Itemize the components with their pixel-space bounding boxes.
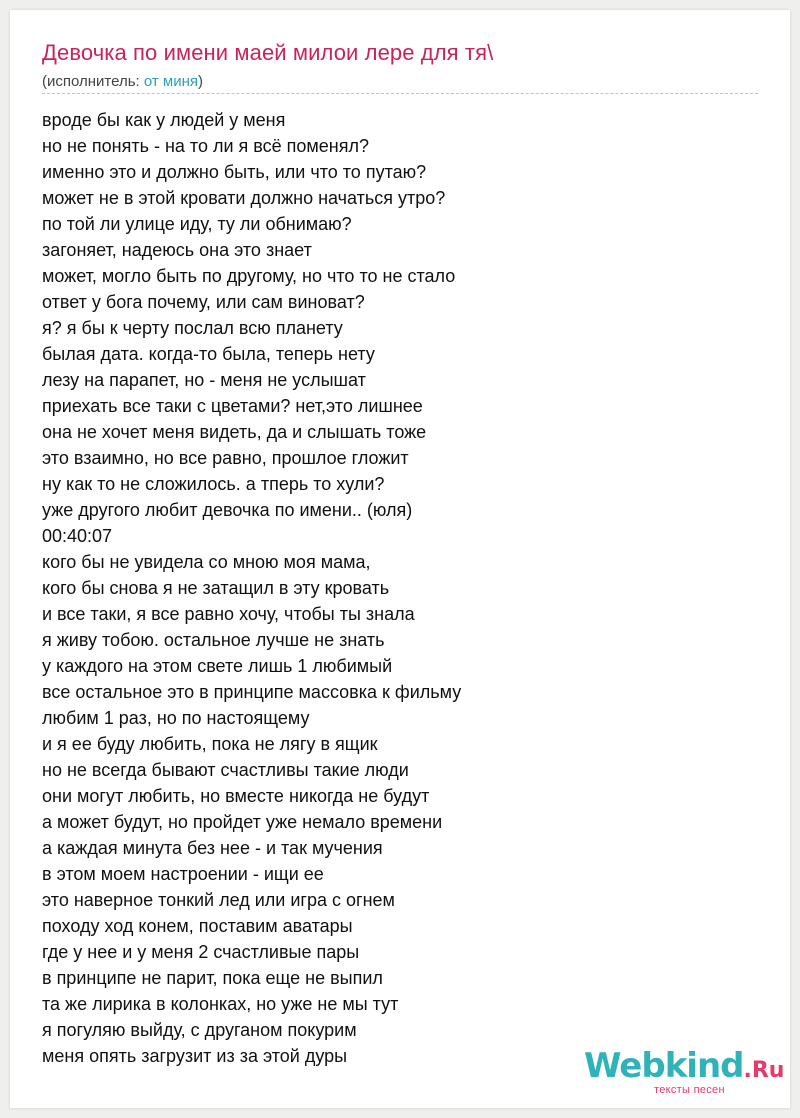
artist-line [42, 73, 203, 90]
page-title: Девочка по имени маей милои лере для тя\ [42, 40, 494, 65]
lyric-line: ну как то не сложилось. а тперь то хули? [42, 474, 385, 494]
lyric-line: у каждого на этом свете лишь 1 любимый [42, 656, 393, 676]
lyric-line: где у нее и у меня 2 счастливые пары [42, 942, 360, 962]
lyric-line: в принципе не парит, пока еще не выпил [42, 968, 383, 988]
lyric-line: я? я бы к черту послал всю планету [42, 318, 343, 338]
artist-link[interactable]: от миня [143, 73, 199, 90]
lyric-line: я живу тобою. остальное лучше не знать [42, 630, 385, 650]
lyrics-page [10, 10, 790, 1108]
lyric-line: это наверное тонкий лед или игра с огнем [42, 890, 395, 910]
lyric-line: может, могло быть по другому, но что то не стало [42, 266, 456, 286]
logo-brand: Webkind [584, 1046, 744, 1086]
lyric-line: ответ у бога почему, или сам виноват? [42, 292, 365, 312]
lyric-line: она не хочет меня видеть, да и слышать тоже [42, 422, 427, 442]
lyric-line: кого бы не увидела со мною моя мама, [42, 552, 371, 572]
lyric-line: походу ход конем, поставим аватары [42, 916, 353, 936]
lyric-line: и все таки, я все равно хочу, чтобы ты знала [42, 604, 415, 624]
site-logo[interactable] [584, 1046, 784, 1102]
lyric-line: я погуляю выйду, с друганом покурим [42, 1020, 357, 1040]
lyric-line: а может будут, но пройдет уже немало времени [42, 812, 443, 832]
lyric-line: они могут любить, но вместе никогда не будут [42, 786, 430, 806]
lyric-line: по той ли улице иду, ту ли обнимаю? [42, 214, 352, 234]
lyric-line: все остальное это в принципе массовка к фильму [42, 682, 462, 702]
lyric-line: но не всегда бывают счастливы такие люди [42, 760, 409, 780]
logo-tagline: тексты песен [654, 1084, 725, 1096]
lyrics-text [42, 107, 461, 1069]
lyric-line: кого бы снова я не затащил в эту кровать [42, 578, 390, 598]
header-divider [42, 93, 758, 94]
lyric-line: это взаимно, но все равно, прошлое гложит [42, 448, 409, 468]
lyric-line: вроде бы как у людей у меня [42, 110, 286, 130]
lyric-line: та же лирика в колонках, но уже не мы тут [42, 994, 399, 1014]
lyric-line: любим 1 раз, но по настоящему [42, 708, 310, 728]
lyric-line: именно это и должно быть, или что то путаю? [42, 162, 427, 182]
logo-tld: .Ru [743, 1058, 785, 1083]
lyric-line: 00:40:07 [42, 526, 113, 546]
lyric-line: лезу на парапет, но - меня не услышат [42, 370, 366, 390]
lyric-line: но не понять - на то ли я всё поменял? [42, 136, 369, 156]
lyric-line: меня опять загрузит из за этой дуры [42, 1046, 348, 1066]
lyric-line: уже другого любит девочка по имени.. (юля) [42, 500, 413, 520]
lyric-line: и я ее буду любить, пока не лягу в ящик [42, 734, 378, 754]
lyric-line: а каждая минута без нее - и так мучения [42, 838, 383, 858]
lyric-line: в этом моем настроении - ищи ее [42, 864, 324, 884]
artist-prefix: (исполнитель: [42, 73, 144, 90]
lyric-line: приехать все таки с цветами? нет,это лишнее [42, 396, 423, 416]
lyric-line: загоняет, надеюсь она это знает [42, 240, 312, 260]
lyric-line: былая дата. когда-то была, теперь нету [42, 344, 375, 364]
artist-suffix: ) [198, 73, 204, 90]
lyric-line: может не в этой кровати должно начаться утро? [42, 188, 446, 208]
